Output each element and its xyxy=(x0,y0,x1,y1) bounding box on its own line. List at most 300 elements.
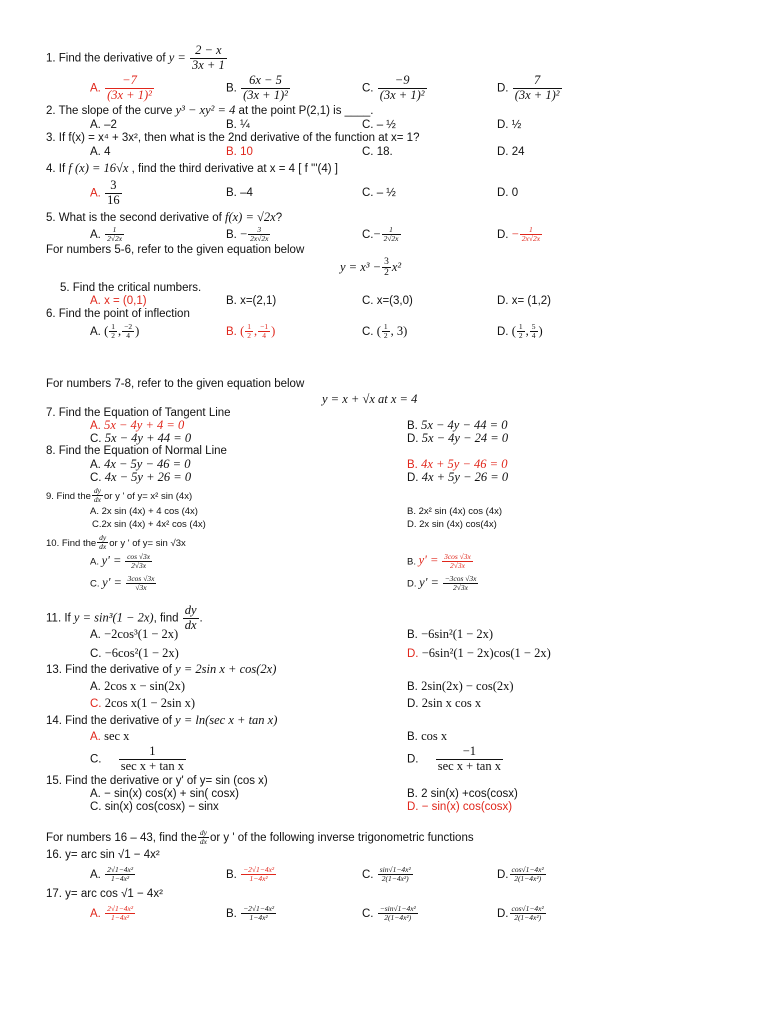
choice-letter: B. xyxy=(226,82,237,95)
q5b-choice-c xyxy=(362,295,413,308)
q16-choice-b xyxy=(226,866,277,884)
q13-choice-c xyxy=(90,697,195,711)
q16-stem: 16. y= arc sin √1 − 4x² xyxy=(46,849,160,861)
section-16-43-intro xyxy=(46,829,474,847)
choice-letter: B. xyxy=(407,506,416,517)
q9-choice-c xyxy=(92,518,206,531)
choice-num: 1 xyxy=(112,225,117,234)
choice-letter: C. xyxy=(90,578,100,590)
choice-letter: A. xyxy=(90,119,101,131)
q5b-choice-d xyxy=(497,295,551,308)
q9-stem-post: or y ' of y= x² sin (4x) xyxy=(103,490,193,502)
equation-part: x² xyxy=(391,259,402,274)
choice-letter: C. xyxy=(362,228,374,241)
choice-text: 4x + 5y − 26 = 0 xyxy=(421,470,509,484)
choice-den: 2√3x xyxy=(125,561,152,570)
section-5-6-equation xyxy=(340,257,401,279)
section-7-8-equation: y = x + √x at x = 4 xyxy=(322,392,418,406)
choice-num: 3 xyxy=(257,225,262,234)
q16-choice-c xyxy=(362,866,414,884)
choice-lhs: y' = xyxy=(101,553,122,568)
q11-stem-post: . xyxy=(199,612,203,625)
choice-text: 5x − 4y − 44 = 0 xyxy=(421,418,508,432)
choice-den: 2(1−4x²) xyxy=(378,874,413,883)
choice-den: 1−4x² xyxy=(241,913,276,922)
choice-letter: D. xyxy=(407,698,419,710)
choice-letter: D. xyxy=(497,907,509,920)
q7-choice-c xyxy=(90,432,191,446)
q3-choice-d xyxy=(497,146,525,159)
choice-letter: D. xyxy=(407,648,419,660)
choice-letter: B. xyxy=(407,420,418,432)
choice-text: − sin(x) cos(x) + sin( cosx) xyxy=(104,788,239,800)
q1-stem-text: 1. Find the derivative of xyxy=(46,52,166,65)
q17-choice-b xyxy=(226,905,277,923)
dy: dy xyxy=(99,533,107,542)
q14-choice-d xyxy=(407,745,504,774)
choice-den: 1−4x² xyxy=(105,913,135,922)
equation-den: 2 xyxy=(384,268,389,279)
q9-choice-b xyxy=(407,505,502,518)
choice-text: 2x sin (4x) + 4x² cos (4x) xyxy=(101,519,206,530)
choice-text: –2 xyxy=(104,119,117,131)
q16-choice-d xyxy=(497,866,547,884)
choice-text: 0 xyxy=(511,187,519,199)
section-5-6-intro: For numbers 5-6, refer to the given equation below xyxy=(46,244,305,256)
choice-letter: C. xyxy=(90,648,102,660)
q6-choice-d: D. ( $\frac{1}{2}$ , $\frac{5}{4}$ ) xyxy=(497,322,543,341)
choice-num: −7 xyxy=(122,73,137,87)
choice-num: cos√1−4x² xyxy=(511,865,544,874)
q9-stem xyxy=(46,487,192,505)
q5-choice-b xyxy=(226,226,271,244)
q14-stem-text: 14. Find the derivative of xyxy=(46,715,172,727)
q4-stem-text: 4. If xyxy=(46,163,66,175)
choice-text: – ½ xyxy=(376,187,396,199)
choice-letter: B. xyxy=(407,731,418,743)
q15-stem: 15. Find the derivative or y' of y= sin (cos x) xyxy=(46,775,268,787)
choice-text: −6sin²(1 − 2x) xyxy=(421,627,494,641)
choice-num: 1 xyxy=(383,322,388,331)
choice-den: sec x + tan x xyxy=(437,758,501,773)
choice-letter: D. xyxy=(497,119,509,131)
choice-letter: C. xyxy=(362,82,374,95)
q8-choice-c xyxy=(90,471,191,485)
choice-num: 2√1−4x² xyxy=(107,865,134,874)
choice-den: 2√3x xyxy=(443,583,479,592)
choice-letter: C. xyxy=(362,119,374,131)
choice-num: 1 xyxy=(529,225,533,234)
choice-den: 2 xyxy=(111,331,115,341)
choice-text: 2cos x − sin(2x) xyxy=(104,679,186,693)
q2-choice-a xyxy=(90,119,117,132)
q14-choice-b xyxy=(407,730,447,744)
q3-stem: 3. If f(x) = x⁴ + 3x², then what is the 2nd derivative of the function at x= 1? xyxy=(46,132,420,144)
choice-num: −2√1−4x² xyxy=(243,865,275,874)
choice-letter: B. xyxy=(226,228,237,241)
q14-choice-c xyxy=(90,745,187,774)
q15-choice-c xyxy=(90,801,219,814)
choice-text: − sin(x) cos(cosx) xyxy=(421,801,513,813)
q2-stem-text: 2. The slope of the curve xyxy=(46,105,173,117)
q11-stem-mid: , find xyxy=(153,612,179,625)
choice-text: ¼ xyxy=(240,119,250,131)
choice-den: 2√3x xyxy=(442,561,473,570)
choice-letter: C. xyxy=(362,325,374,338)
choice-den: 1−4x² xyxy=(241,874,276,883)
q5-stem-text: 5. What is the second derivative of xyxy=(46,212,222,224)
choice-den: (3x + 1)² xyxy=(379,87,425,102)
choice-letter: D. xyxy=(407,753,419,766)
choice-letter: D. xyxy=(407,519,417,530)
choice-den: 2(1−4x²) xyxy=(510,874,546,883)
choice-letter: C. xyxy=(90,698,102,710)
choice-text: −6sin²(1 − 2x)cos(1 − 2x) xyxy=(421,646,551,660)
choice-letter: B. xyxy=(226,295,237,307)
choice-letter: A. xyxy=(90,146,101,158)
choice-den: (3x + 1)² xyxy=(107,87,152,102)
choice-den: (3x + 1)² xyxy=(514,87,560,102)
q1-stem-num: 2 − x xyxy=(195,43,222,57)
q9-choice-d xyxy=(407,518,497,531)
q5-stem xyxy=(46,211,282,225)
choice-prefix: − xyxy=(240,226,248,241)
choice-letter: A. xyxy=(90,325,101,338)
choice-text: 18. xyxy=(376,146,393,158)
q11-stem-text: 11. If xyxy=(46,612,71,625)
choice-letter: A. xyxy=(90,731,101,743)
q1-stem xyxy=(46,44,228,73)
choice-text: 2sin x cos x xyxy=(421,696,482,710)
q10-stem xyxy=(46,534,186,552)
choice-letter: D. xyxy=(407,578,417,590)
q5-stem-post: ? xyxy=(275,212,283,224)
q10-choice-c xyxy=(90,575,157,593)
choice-num: 3cos √3x xyxy=(444,552,471,561)
q7-choice-d xyxy=(407,432,508,446)
q2-stem-expr: y³ − xy² = 4 xyxy=(175,103,236,117)
choice-letter: D. xyxy=(497,325,509,338)
q17-stem: 17. y= arc cos √1 − 4x² xyxy=(46,888,163,900)
choice-letter: B. xyxy=(407,681,418,693)
q3-choice-c xyxy=(362,146,393,159)
choice-letter: B. xyxy=(226,907,237,920)
choice-num: −1 xyxy=(462,744,476,758)
q2-choice-d xyxy=(497,119,521,132)
q10-choice-d xyxy=(407,575,479,593)
q6-stem: 6. Find the point of inflection xyxy=(46,308,190,320)
choice-text: 4x + 5y − 46 = 0 xyxy=(421,457,508,471)
choice-letter: A. xyxy=(90,556,99,568)
choice-text: 2x sin (4x) cos(4x) xyxy=(419,519,497,530)
q11-choice-b xyxy=(407,628,493,642)
dx: dx xyxy=(93,495,101,505)
q11-choice-c xyxy=(90,647,179,661)
q4-stem-expr: f (x) = 16√x xyxy=(68,161,129,175)
choice-text: −2cos³(1 − 2x) xyxy=(104,627,179,641)
choice-letter: D. xyxy=(407,472,419,484)
choice-text: 5x − 4y + 4 = 0 xyxy=(104,418,185,432)
choice-text: 2x² sin (4x) cos (4x) xyxy=(418,506,503,517)
choice-prefix: − xyxy=(373,226,381,241)
q10-stem-post: or y ' of y= sin √3x xyxy=(109,537,186,549)
choice-letter: B. xyxy=(226,119,237,131)
choice-letter: C. xyxy=(90,433,102,445)
choice-num: 1 xyxy=(111,322,115,331)
choice-lhs: y' = xyxy=(102,575,122,590)
choice-den: 2√2x xyxy=(107,234,123,244)
choice-letter: C. xyxy=(362,146,374,158)
choice-prefix: − xyxy=(511,226,519,241)
q6-choice-c: C. ( $\frac{1}{2}$ , 3) xyxy=(362,322,408,341)
choice-num: 7 xyxy=(533,73,541,87)
choice-letter: A. xyxy=(90,629,101,641)
choice-letter: D. xyxy=(497,868,509,881)
choice-num: −1 xyxy=(260,322,269,331)
choice-text: 4x − 5y + 26 = 0 xyxy=(104,470,192,484)
q17-choice-d xyxy=(497,905,547,923)
choice-letter: B. xyxy=(226,325,237,338)
q5-choice-a xyxy=(90,226,125,244)
choice-den: 2x√2x xyxy=(521,234,541,244)
q5-choice-c xyxy=(362,226,402,244)
dx: dx xyxy=(99,542,107,552)
choice-num: 3cos √3x xyxy=(127,574,155,583)
choice-letter: C. xyxy=(90,472,102,484)
choice-text: x= (1,2) xyxy=(511,295,552,307)
q1-choice-d xyxy=(497,74,563,103)
q9-stem-text: 9. Find the xyxy=(46,490,91,502)
q1-stem-den: 3x + 1 xyxy=(191,57,225,72)
q11-stem-expr: y = sin³(1 − 2x) xyxy=(73,610,154,625)
q10-choice-a xyxy=(90,553,153,571)
q5b-choice-b xyxy=(226,295,276,308)
choice-num: 3 xyxy=(110,178,117,192)
q13-stem xyxy=(46,663,276,677)
q14-choice-a xyxy=(90,730,129,744)
choice-letter: B. xyxy=(226,868,237,881)
q2-choice-c xyxy=(362,119,396,132)
choice-num: 1 xyxy=(389,225,393,234)
choice-letter: A. xyxy=(90,228,101,241)
choice-text: 4x − 5y − 46 = 0 xyxy=(104,457,191,471)
q5-choice-d xyxy=(497,226,543,244)
choice-lhs: y' = xyxy=(418,553,439,568)
equation-part: y = x³ − xyxy=(340,259,382,274)
choice-text: cos x xyxy=(421,729,448,743)
q5-stem-expr: f(x) = √2x xyxy=(225,210,276,224)
choice-letter: D. xyxy=(407,801,419,813)
q17-choice-a xyxy=(90,905,136,923)
q2-stem xyxy=(46,104,373,118)
choice-text: x=(3,0) xyxy=(376,295,413,307)
choice-letter: B. xyxy=(407,459,418,471)
choice-num: 1 xyxy=(518,322,523,331)
q10-choice-b xyxy=(407,553,474,571)
intro-text: or y ' of the following inverse trigonometric functions xyxy=(209,831,474,844)
choice-text: x=(2,1) xyxy=(240,295,277,307)
q11-choice-a xyxy=(90,628,178,642)
choice-letter: A. xyxy=(90,295,101,307)
q13-choice-a xyxy=(90,680,185,694)
q15-choice-a xyxy=(90,788,239,801)
intro-text: For numbers 16 – 43, find the xyxy=(46,831,197,844)
choice-num: 6x − 5 xyxy=(249,73,282,87)
choice-letter: A. xyxy=(90,506,99,517)
choice-text: x = (0,1) xyxy=(104,295,147,307)
q7-stem: 7. Find the Equation of Tangent Line xyxy=(46,407,231,419)
choice-num: sin√1−4x² xyxy=(379,865,411,874)
dx: dx xyxy=(199,837,207,847)
q17-choice-c xyxy=(362,905,419,923)
q4-choice-d xyxy=(497,187,518,200)
choice-den: 2x√2x xyxy=(250,234,269,244)
choice-letter: A. xyxy=(90,681,101,693)
choice-num: cos √3x xyxy=(127,552,151,561)
q16-choice-a xyxy=(90,866,136,884)
choice-text: 2x sin (4x) + 4 cos (4x) xyxy=(101,506,198,517)
choice-letter: D. xyxy=(407,433,419,445)
q1-choice-a xyxy=(90,74,155,103)
choice-letter: C. xyxy=(90,801,102,813)
q14-stem-expr: y = ln(sec x + tan x) xyxy=(175,713,278,727)
choice-den: 4 xyxy=(122,331,134,340)
choice-den: (3x + 1)² xyxy=(243,87,288,102)
choice-den: 2 xyxy=(383,331,388,341)
q10-stem-text: 10. Find the xyxy=(46,537,97,549)
q13-choice-b xyxy=(407,680,514,694)
choice-letter: B. xyxy=(407,788,418,800)
q3-choice-b xyxy=(226,146,253,159)
choice-letter: D. xyxy=(497,187,509,199)
choice-den: 2√2x xyxy=(383,234,399,244)
choice-text: 10 xyxy=(240,146,253,158)
q5b-choice-a xyxy=(90,295,147,308)
choice-text: 2 sin(x) +cos(cosx) xyxy=(421,788,518,800)
choice-num: 5 xyxy=(531,322,536,331)
q2-stem-post: at the point P(2,1) is ____. xyxy=(238,105,374,117)
choice-letter: C. xyxy=(90,753,102,766)
q14-stem xyxy=(46,714,277,728)
choice-num: −2 xyxy=(124,322,133,331)
q6-choice-a: A. ( $\frac{1}{2}$ , $\frac{-2}{4}$ ) xyxy=(90,322,140,341)
choice-letter: C. xyxy=(92,519,102,530)
q1-choice-b xyxy=(226,74,291,103)
choice-text: 2sin(2x) − cos(2x) xyxy=(421,679,514,693)
q11-choice-d xyxy=(407,647,551,661)
choice-letter: A. xyxy=(90,187,101,200)
q13-choice-d xyxy=(407,697,481,711)
choice-text: sec x xyxy=(104,729,130,743)
choice-den: 4 xyxy=(531,331,536,341)
q9-choice-a xyxy=(90,505,198,518)
choice-text: – ½ xyxy=(376,119,396,131)
choice-den: √3x xyxy=(126,583,157,592)
q4-stem-post: , find the third derivative at x = 4 [ f '''(4) ] xyxy=(131,163,339,175)
choice-den: 2 xyxy=(247,331,251,341)
choice-num: −2√1−4x² xyxy=(243,904,275,913)
choice-num: 1 xyxy=(247,322,251,331)
q15-choice-b xyxy=(407,788,518,801)
choice-letter: B. xyxy=(407,556,416,568)
choice-letter: A. xyxy=(90,788,101,800)
choice-den: 2(1−4x²) xyxy=(510,913,546,922)
choice-num: cos√1−4x² xyxy=(511,904,544,913)
q6-choice-b: B. ( $\frac{1}{2}$ , $\frac{-1}{4}$ ) xyxy=(226,322,276,341)
choice-den: 2 xyxy=(518,331,523,341)
q4-choice-c xyxy=(362,187,396,200)
q13-stem-text: 13. Find the derivative of xyxy=(46,664,172,676)
q13-stem-expr: y = 2sin x + cos(2x) xyxy=(175,662,277,676)
dx: dx xyxy=(184,617,197,632)
choice-text: 4 xyxy=(104,146,111,158)
choice-letter: A. xyxy=(90,868,101,881)
choice-letter: A. xyxy=(90,420,101,432)
choice-letter: B. xyxy=(226,187,237,199)
dy: dy xyxy=(199,828,207,837)
q4-choice-a xyxy=(90,179,123,208)
choice-text: 2cos x(1 − 2sin x) xyxy=(104,696,196,710)
choice-text: −6cos²(1 − 2x) xyxy=(104,646,179,660)
q4-stem xyxy=(46,162,338,176)
choice-num: −3cos √3x xyxy=(444,574,477,583)
choice-letter: C. xyxy=(362,295,374,307)
choice-letter: A. xyxy=(90,907,101,920)
choice-letter: A. xyxy=(90,82,101,95)
q1-choice-c xyxy=(362,74,428,103)
choice-lhs: y' = xyxy=(419,575,439,590)
choice-letter: C. xyxy=(362,868,374,881)
choice-letter: B. xyxy=(226,146,237,158)
choice-letter: B. xyxy=(407,629,418,641)
q15-choice-d xyxy=(407,801,512,814)
q1-stem-expr: y = xyxy=(168,50,189,65)
choice-den: sec x + tan x xyxy=(120,758,184,773)
choice-num: −sin√1−4x² xyxy=(379,904,416,913)
choice-letter: D. xyxy=(497,228,509,241)
choice-den: 4 xyxy=(258,331,270,340)
choice-tail: 3 xyxy=(396,323,404,338)
choice-num: 2√1−4x² xyxy=(107,904,134,913)
choice-letter: A. xyxy=(90,459,101,471)
choice-text: 5x − 4y + 44 = 0 xyxy=(104,431,192,445)
q3-choice-a xyxy=(90,146,110,159)
q4-choice-b xyxy=(226,187,253,200)
choice-text: sin(x) cos(cosx) − sinx xyxy=(104,801,219,813)
q2-choice-b xyxy=(226,119,250,132)
choice-letter: C. xyxy=(362,187,374,199)
q8-choice-d xyxy=(407,471,508,485)
choice-den: 16 xyxy=(107,192,120,207)
choice-num: 1 xyxy=(149,744,156,758)
choice-text: –4 xyxy=(240,187,253,199)
choice-text: ½ xyxy=(511,119,522,131)
q8-stem: 8. Find the Equation of Normal Line xyxy=(46,445,227,457)
choice-den: 2(1−4x²) xyxy=(378,913,418,922)
choice-letter: D. xyxy=(497,82,509,95)
dy: dy xyxy=(184,603,197,617)
section-7-8-intro: For numbers 7-8, refer to the given equation below xyxy=(46,378,305,390)
choice-letter: C. xyxy=(362,907,374,920)
q5b-stem: 5. Find the critical numbers. xyxy=(60,282,202,294)
choice-letter: D. xyxy=(497,146,509,158)
choice-num: −9 xyxy=(394,73,410,87)
equation-num: 3 xyxy=(384,257,389,267)
choice-text: 5x − 4y − 24 = 0 xyxy=(421,431,509,445)
choice-text: 24 xyxy=(511,146,525,158)
dy: dy xyxy=(93,486,101,495)
choice-den: 1−4x² xyxy=(105,874,135,883)
